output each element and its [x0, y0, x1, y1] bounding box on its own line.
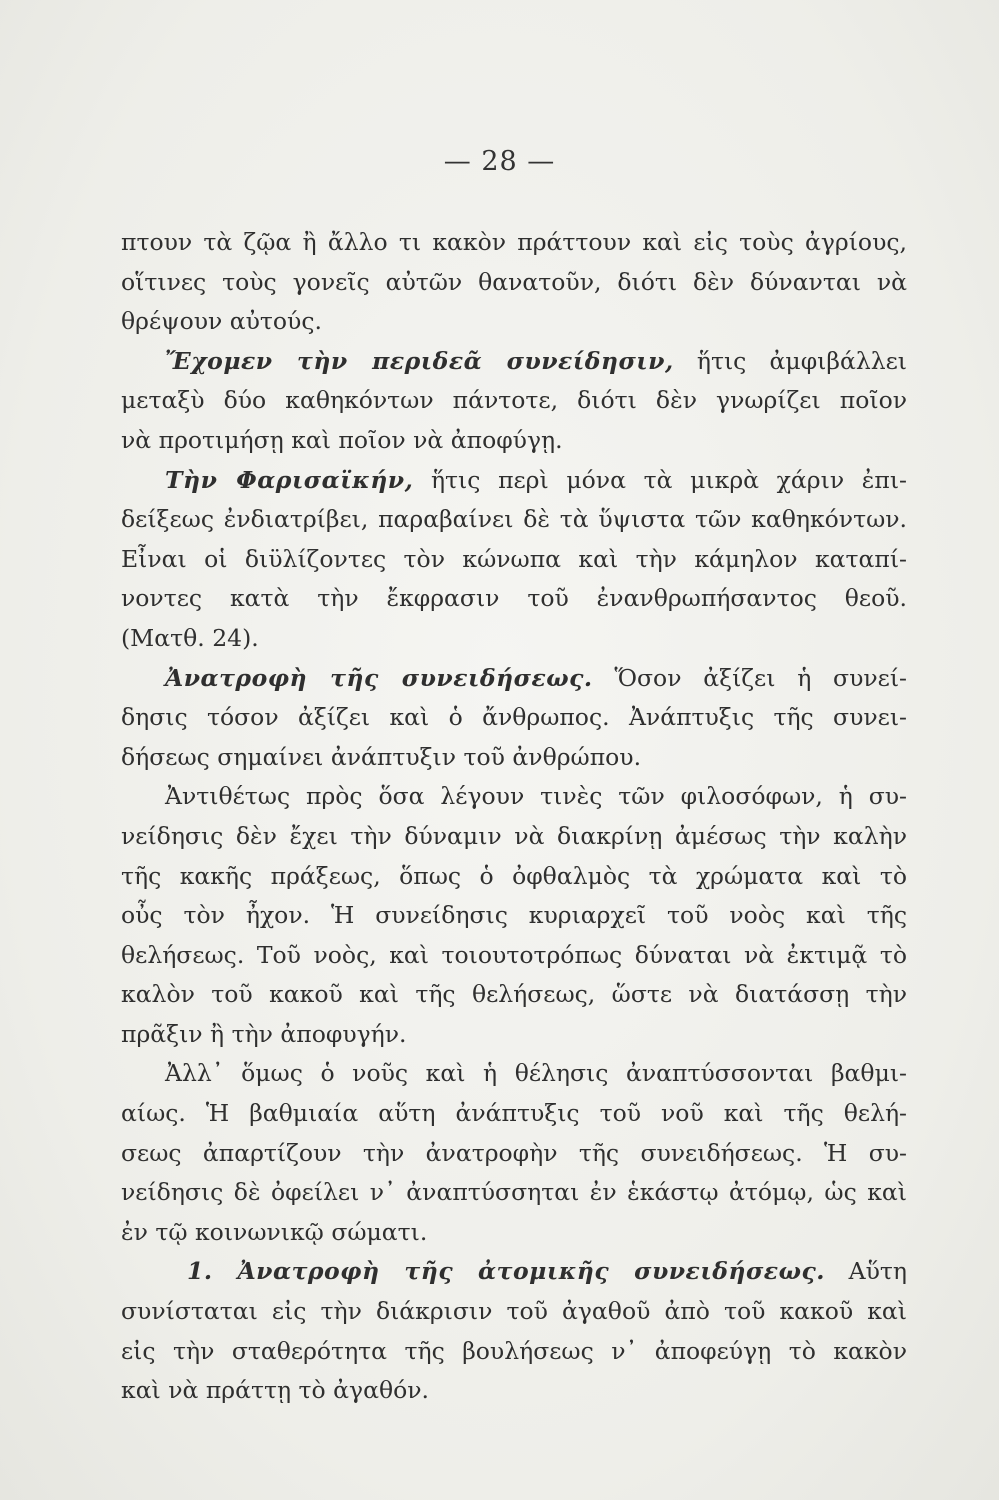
text-line: 1. Ἀνατροφὴ τῆς ἀτομικῆς συνειδήσεως. Αὕτη	[187, 1257, 907, 1286]
text-line: ἐν τῷ κοινωνικῷ σώματι.	[121, 1217, 428, 1246]
page-number: — 28 —	[443, 146, 556, 177]
text-line: πρᾶξιν ἢ τὴν ἀποφυγήν.	[121, 1019, 407, 1048]
text-line: εἰς τὴν σταθερότητα τῆς βουλήσεως ν᾽ ἀποφεύγῃ τὸ κακὸν	[121, 1336, 907, 1365]
text-line: δησις τόσον ἀξίζει καὶ ὁ ἄνθρωπος. Ἀνάπτυξις τῆς συνει-	[121, 703, 907, 732]
text-line: οὖς τὸν ἦχον. Ἡ συνείδησις κυριαρχεῖ τοῦ νοὸς καὶ τῆς	[121, 901, 907, 930]
text-line: Ἀλλ᾽ ὅμως ὁ νοῦς καὶ ἡ θέλησις ἀναπτύσσονται βαθμι-	[165, 1059, 907, 1088]
emphasis-term: Ἀνατροφὴ τῆς συνειδήσεως.	[165, 663, 593, 692]
text-line: τῆς κακῆς πράξεως, ὅπως ὁ ὀφθαλμὸς τὰ χρώματα καὶ τὸ	[121, 861, 907, 890]
text-line: καὶ νὰ πράττῃ τὸ ἀγαθόν.	[121, 1376, 430, 1405]
text-line: νὰ προτιμήσῃ καὶ ποῖον νὰ ἀποφύγῃ.	[121, 425, 563, 454]
text-line: αίως. Ἡ βαθμιαία αὕτη ἀνάπτυξις τοῦ νοῦ καὶ τῆς θελή-	[121, 1099, 907, 1128]
text-line: νείδησις δὲν ἔχει τὴν δύναμιν νὰ διακρίνῃ ἀμέσως τὴν καλὴν	[121, 821, 907, 850]
text-line: (Ματθ. 24).	[121, 623, 259, 652]
text-line: Τὴν Φαρισαϊκήν, ἥτις περὶ μόνα τὰ μικρὰ χάριν ἐπι-	[165, 465, 907, 494]
emphasis-term: 1. Ἀνατροφὴ τῆς ἀτομικῆς συνειδήσεως.	[187, 1257, 825, 1286]
text-line: δήσεως σημαίνει ἀνάπτυξιν τοῦ ἀνθρώπου.	[121, 742, 642, 771]
emphasis-term: Τὴν Φαρισαϊκήν,	[165, 465, 414, 494]
text-line: μεταξὺ δύο καθηκόντων πάντοτε, διότι δὲν γνωρίζει ποῖον	[121, 386, 907, 415]
text-line: οἵτινες τοὺς γονεῖς αὐτῶν θανατοῦν, διότι δὲν δύνανται νὰ	[121, 267, 907, 296]
text-line: Ἀνατροφὴ τῆς συνειδήσεως. Ὅσον ἀξίζει ἡ συνεί-	[165, 663, 907, 692]
body-text	[121, 223, 907, 1411]
text-line: Εἶναι οἱ διϋλίζοντες τὸν κώνωπα καὶ τὴν κάμηλον καταπί-	[121, 544, 907, 573]
text-line: σεως ἀπαρτίζουν τὴν ἀνατροφὴν τῆς συνειδήσεως. Ἡ συ-	[121, 1138, 907, 1167]
text-line: θρέψουν αὐτούς.	[121, 307, 322, 336]
text-line: Ἔχομεν τὴν περιδεᾶ συνείδησιν, ἥτις ἀμφιβάλλει	[165, 346, 907, 375]
text-line: νείδησις δὲ ὀφείλει ν᾽ ἀναπτύσσηται ἐν ἑκάστῳ ἀτόμῳ, ὡς καὶ	[121, 1178, 907, 1207]
text-line: νοντες κατὰ τὴν ἔκφρασιν τοῦ ἐνανθρωπήσαντος θεοῦ.	[121, 584, 907, 613]
text-line: δείξεως ἐνδιατρίβει, παραβαίνει δὲ τὰ ὕψιστα τῶν καθηκόντων.	[121, 505, 907, 534]
text-line: Ἀντιθέτως πρὸς ὅσα λέγουν τινὲς τῶν φιλοσόφων, ἡ συ-	[165, 782, 907, 811]
emphasis-term: Ἔχομεν τὴν περιδεᾶ συνείδησιν,	[165, 346, 674, 375]
text-line: συνίσταται εἰς τὴν διάκρισιν τοῦ ἀγαθοῦ ἀπὸ τοῦ κακοῦ καὶ	[121, 1297, 907, 1326]
text-line: καλὸν τοῦ κακοῦ καὶ τῆς θελήσεως, ὥστε νὰ διατάσσῃ τὴν	[121, 980, 907, 1009]
text-line: θελήσεως. Τοῦ νοὸς, καὶ τοιουτοτρόπως δύναται νὰ ἐκτιμᾷ τὸ	[121, 940, 907, 969]
text-line: πτουν τὰ ζῷα ἢ ἄλλο τι κακὸν πράττουν καὶ εἰς τοὺς ἀγρίους,	[121, 228, 907, 256]
